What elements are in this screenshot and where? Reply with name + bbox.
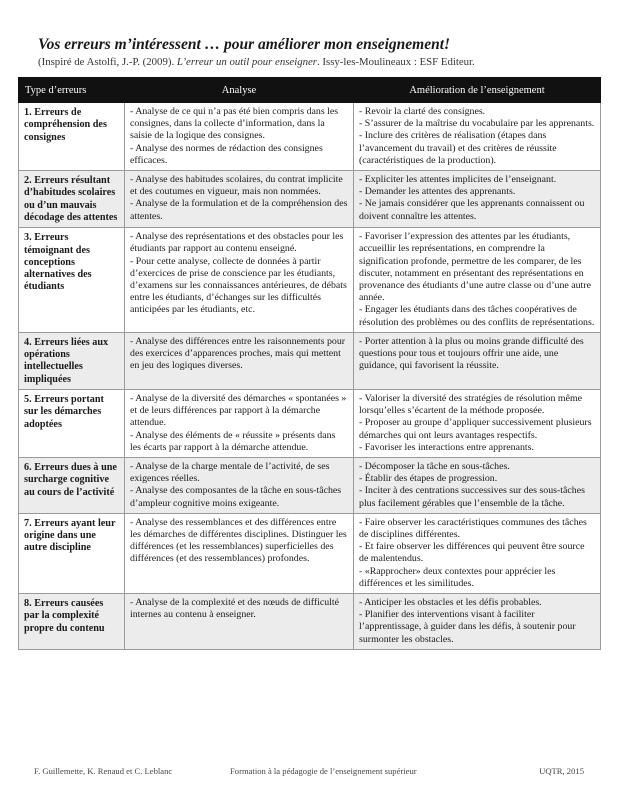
- error-type-cell: 7. Erreurs ayant leur origine dans une autre discipline: [19, 513, 125, 593]
- table-row: [19, 103, 601, 171]
- analyse-item: - Analyse de la formulation et de la compréhension des attentes.: [130, 198, 348, 222]
- analyse-cell: [125, 513, 354, 593]
- citation-prefix: (Inspiré de Astolfi, J.-P. (2009).: [38, 56, 177, 68]
- analyse-item: - Analyse des normes de rédaction des consignes efficaces.: [130, 142, 323, 166]
- table-header-row: [19, 78, 601, 103]
- source-citation: [38, 56, 475, 68]
- amelioration-item: - Expliciter les attentes implicites de l’enseignant.: [359, 174, 557, 186]
- citation-suffix: . Issy-les-Moulineaux : ESF Editeur.: [317, 56, 475, 68]
- table-body: [19, 103, 601, 650]
- amelioration-item: - Établir des étapes de progression.: [359, 473, 498, 485]
- amelioration-cell: [354, 332, 601, 389]
- amelioration-item: - Planifier des interventions visant à faciliter l’apprentissage, à guider dans les défis, à soutenir pour surmonter les obstacles.: [359, 609, 576, 645]
- analyse-item: - Analyse des différences entre les raisonnements pour des exercices d’apparences proches, mais qui mettent en jeu des logiques diverses.: [130, 335, 346, 372]
- amelioration-cell: [354, 171, 601, 228]
- header-amelioration: Amélioration de l’enseignement: [354, 78, 601, 103]
- amelioration-item: - Revoir la clarté des consignes.: [359, 106, 486, 117]
- amelioration-item: - Proposer au groupe d’appliquer successivement plusieurs démarches qui ont leurs avantages respectifs.: [359, 417, 592, 441]
- amelioration-item: - Faire observer les caractéristiques communes des tâches de disciplines différentes.: [359, 516, 587, 541]
- analyse-item: - Analyse de la charge mentale de l’activité, de ses exigences réelles.: [130, 461, 330, 485]
- analyse-item: - Pour cette analyse, collecte de données à partir d’exercices de prise de conscience par les étudiants, d’examens sur les connaissances antérieures, de débats entre les étudiants, d’échanges sur les difficultés anticipées par les étudiants, etc.: [130, 255, 347, 316]
- error-type-cell: 5. Erreurs portant sur les démarches adoptées: [19, 390, 125, 458]
- analyse-cell: [125, 458, 354, 514]
- analyse-item: - Analyse des ressemblances et des différences entre les démarches de différentes disciplines. Distinguer les différences (et les ressemblances) superficielles des différences (et des ressemblances) profondes.: [130, 516, 347, 565]
- amelioration-item: - Ne jamais considérer que les apprenants connaissent ou doivent connaître les attentes.: [359, 198, 585, 222]
- analyse-cell: [125, 228, 354, 333]
- analyse-item: - Analyse des représentations et des obstacles pour les étudiants par rapport au contenu enseigné.: [130, 231, 344, 255]
- error-type-cell: 6. Erreurs dues à une surcharge cognitive au cours de l’activité: [19, 458, 125, 514]
- error-type-cell: 4. Erreurs liées aux opérations intellectuelles impliquées: [19, 332, 125, 389]
- citation-book-title: L’erreur un outil pour enseigner: [176, 56, 318, 68]
- footer-authors: F. Guillemette, K. Renaud et C. Leblanc: [34, 766, 173, 776]
- amelioration-item: - Et faire observer les différences qui peuvent être source de malentendus.: [359, 541, 585, 565]
- amelioration-cell: [354, 103, 601, 171]
- table-row: [19, 390, 601, 458]
- analyse-item: - Analyse de ce qui n’a pas été bien compris dans les consignes, dans la collecte d’information, dans la saisie de la logique des consignes.: [130, 106, 339, 142]
- analyse-cell: [125, 171, 354, 228]
- analyse-item: - Analyse des habitudes scolaires, du contrat implicite et des coutumes en vigueur, mais non nommées.: [130, 174, 343, 198]
- analyse-cell: [125, 594, 354, 650]
- table-row: [19, 228, 601, 333]
- errors-table: [18, 77, 601, 650]
- error-type-cell: 8. Erreurs causées par la complexité propre du contenu: [19, 594, 125, 650]
- amelioration-item: - Favoriser les interactions entre apprenants.: [359, 441, 534, 453]
- amelioration-item: - Décomposer la tâche en sous-tâches.: [359, 461, 510, 473]
- amelioration-item: - «Rapprocher» deux contextes pour apprécier les différences et les similitudes.: [359, 565, 556, 589]
- amelioration-cell: [354, 390, 601, 458]
- amelioration-cell: [354, 228, 601, 333]
- analyse-item: - Analyse des éléments de « réussite » présents dans les écarts par rapport à la démarche attendue.: [130, 429, 336, 453]
- table-row: [19, 458, 601, 514]
- amelioration-item: - Inclure des critères de réalisation (étapes dans l’avancement du travail) et des critères de réussite (caractéristiques de la production).: [359, 130, 557, 166]
- error-type-cell: 1. Erreurs de compréhension des consignes: [19, 103, 125, 171]
- amelioration-item: - Inciter à des centrations successives sur des sous-tâches plus facilement gérables que l’ensemble de la tâche.: [359, 485, 585, 509]
- table-row: [19, 594, 601, 650]
- amelioration-item: - Demander les attentes des apprenants.: [359, 186, 516, 198]
- amelioration-item: - S’assurer de la maîtrise du vocabulaire par les apprenants.: [359, 118, 595, 130]
- analyse-item: - Analyse des composantes de la tâche en sous-tâches d’ampleur cognitive moins exigeante.: [130, 485, 342, 509]
- amelioration-item: - Anticiper les obstacles et les défis probables.: [359, 597, 542, 609]
- analyse-item: - Analyse de la complexité et des nœuds de difficulté internes au contenu à enseigner.: [130, 597, 340, 621]
- amelioration-item: - Engager les étudiants dans des tâches coopératives de résolution des problèmes ou des conflits de représentations.: [359, 304, 595, 328]
- analyse-cell: [125, 390, 354, 458]
- error-type-cell: 2. Erreurs résultant d’habitudes scolaires ou d’un mauvais décodage des attentes: [19, 171, 125, 228]
- page-title: Vos erreurs m’intéressent … pour améliorer mon enseignement!: [38, 36, 451, 53]
- header-type: Type d’erreurs: [19, 78, 125, 103]
- amelioration-item: - Valoriser la diversité des stratégies de résolution même lorsqu’elles s’écartent de la méthode proposée.: [359, 393, 583, 417]
- table-row: [19, 513, 601, 593]
- header-analyse: Analyse: [125, 78, 354, 103]
- analyse-item: - Analyse de la diversité des démarches « spontanées » et de leurs différences par rapport à la démarche attendue.: [130, 393, 347, 429]
- amelioration-cell: [354, 458, 601, 514]
- table-row: [19, 171, 601, 228]
- table-row: [19, 332, 601, 389]
- footer-institution: UQTR, 2015: [539, 766, 584, 776]
- amelioration-item: - Porter attention à la plus ou moins grande difficulté des questions pour tous et toujours offrir une aide, une guidance, qui favorisent la réussite.: [359, 335, 584, 372]
- amelioration-item: - Favoriser l’expression des attentes par les étudiants, accueillir les représentations, en comprendre la signification profonde, permettre de les comparer, de les discuter, notamment en présentant des représentations en provenance des étudiants d’une autre classe ou d’une autre année.: [359, 231, 591, 304]
- analyse-cell: [125, 332, 354, 389]
- error-type-cell: 3. Erreurs témoignant des conceptions alternatives des étudiants: [19, 228, 125, 333]
- amelioration-cell: [354, 594, 601, 650]
- analyse-cell: [125, 103, 354, 171]
- footer-course: Formation à la pédagogie de l’enseignement supérieur: [230, 766, 417, 776]
- amelioration-cell: [354, 513, 601, 593]
